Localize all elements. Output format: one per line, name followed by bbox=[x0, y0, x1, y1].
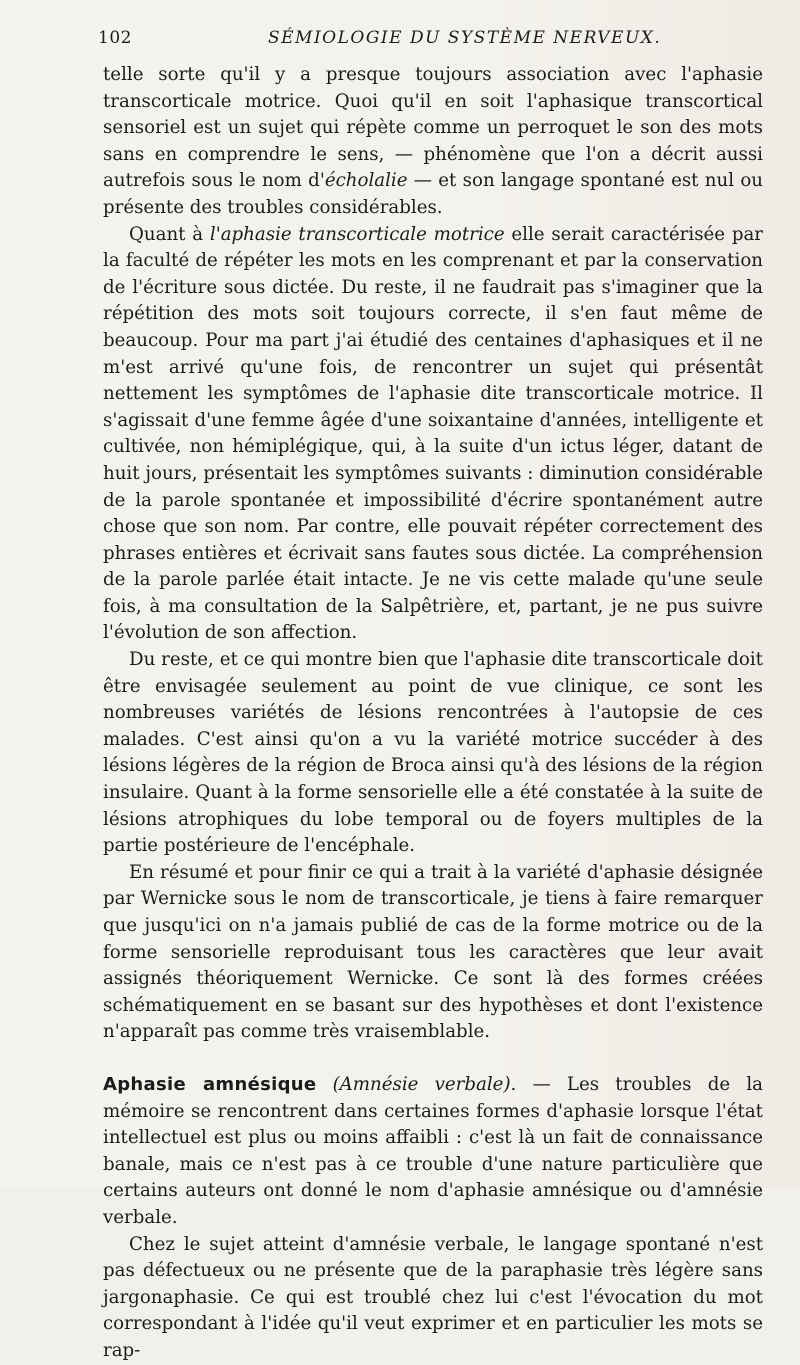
paragraph-6: Chez le sujet atteint d'amnésie verbale, le langage spontané n'est pas défectueux ou ne présente que de la paraphasie très légère sans jargonaphasie. Ce qui est troublé chez lui c'est l'évocation du mot correspondant à l'idée qu'il veut exprimer et en particulier les mots se rap- bbox=[103, 1233, 763, 1361]
paragraph-1-text: telle sorte qu'il y a presque toujours association avec l'aphasie transcorticale motrice. Quoi qu'il en soit l'aphasique transcortical sensoriel est un sujet qui répète comme un perroquet le son des mots sans en comprendre le sens, — phénomène que l'on a décrit aussi autrefois sous le nom d' bbox=[103, 64, 763, 192]
running-title: SÉMIOLOGIE DU SYSTÈME NERVEUX. bbox=[268, 28, 662, 48]
page-body bbox=[103, 62, 763, 1365]
paragraph-2-italic: l'aphasie transcorticale motrice bbox=[209, 223, 505, 245]
paragraph-5 bbox=[103, 1072, 763, 1232]
paragraph-2-end: elle serait caractérisée par la faculté de répéter les mots en les comprenant et par la conservation de l'écriture sous dictée. Du reste, il ne faudrait pas s'imaginer que la répétition des mots soit toujours correcte, il s'en faut même de beaucoup. Pour ma part j'ai étudié des centaines d'aphasiques et il ne m'est arrivé qu'une fois, de rencontrer un sujet qui présentât nettement les symptômes de l'aphasie dite transcorticale motrice. Il s'agissait d'une femme âgée d'une soixantaine d'années, intelligente et cultivée, non hémiplégique, qui, à la suite d'un ictus léger, datant de huit jours, présentait les symptômes suivants : diminution considérable de la parole spontanée et impossibilité d'écrire spontanément autre chose que son nom. Par contre, elle pouvait répéter correctement des phrases entières et écrivait sans fautes sous dictée. La compréhension de la parole parlée était intacte. Je ne vis cette malade qu'une seule fois, à ma consultation de la Salpêtrière, et, partant, je ne pus suivre l'évolution de son affection. bbox=[103, 223, 763, 644]
paragraph-4: En résumé et pour finir ce qui a trait à la variété d'aphasie désignée par Wernicke sous le nom de transcorticale, je tiens à faire remarquer que jusqu'ici on n'a jamais publié de cas de la forme motrice ou de la forme sensorielle reproduisant tous les caractères que leur avait assignés théoriquement Wernicke. Ce sont là des formes créées schématiquement en se basant sur des hypothèses et dont l'existence n'apparaît pas comme très vraisemblable. bbox=[103, 861, 763, 1043]
section-subtitle: (Amnésie verbale). bbox=[332, 1073, 517, 1095]
page-number: 102 bbox=[98, 28, 132, 48]
section-heading: Aphasie amnésique bbox=[103, 1073, 317, 1095]
paragraph-5-text: — Les troubles de la mémoire se rencontrent dans certaines formes d'aphasie lorsque l'état intellectuel est plus ou moins affaibli : c'est là un fait de connaissance banale, mais ce n'est pas à ce trouble d'une nature particulière que certains auteurs ont donné le nom d'aphasie amnésique ou d'amnésie verbale. bbox=[103, 1073, 763, 1228]
paragraph-1-italic: écholalie bbox=[324, 170, 408, 192]
paragraph-2-start: Quant à bbox=[129, 223, 210, 245]
paragraph-1 bbox=[103, 62, 763, 222]
paragraph-1-end: — et son langage spontané est nul ou présente des troubles considérables. bbox=[103, 170, 763, 218]
page-header bbox=[98, 28, 708, 52]
paragraph-3: Du reste, et ce qui montre bien que l'aphasie dite transcorticale doit être envisagée seulement au point de vue clinique, ce sont les nombreuses variétés de lésions rencontrées à l'autopsie de ces malades. C'est ainsi qu'on a vu la variété motrice succéder à des lésions légères de la région de Broca ainsi qu'à des lésions de la région insulaire. Quant à la forme sensorielle elle a été constatée à la suite de lésions atrophiques du lobe temporal ou de foyers multiples de la partie postérieure de l'encéphale. bbox=[103, 649, 763, 857]
paragraph-2 bbox=[103, 222, 763, 648]
